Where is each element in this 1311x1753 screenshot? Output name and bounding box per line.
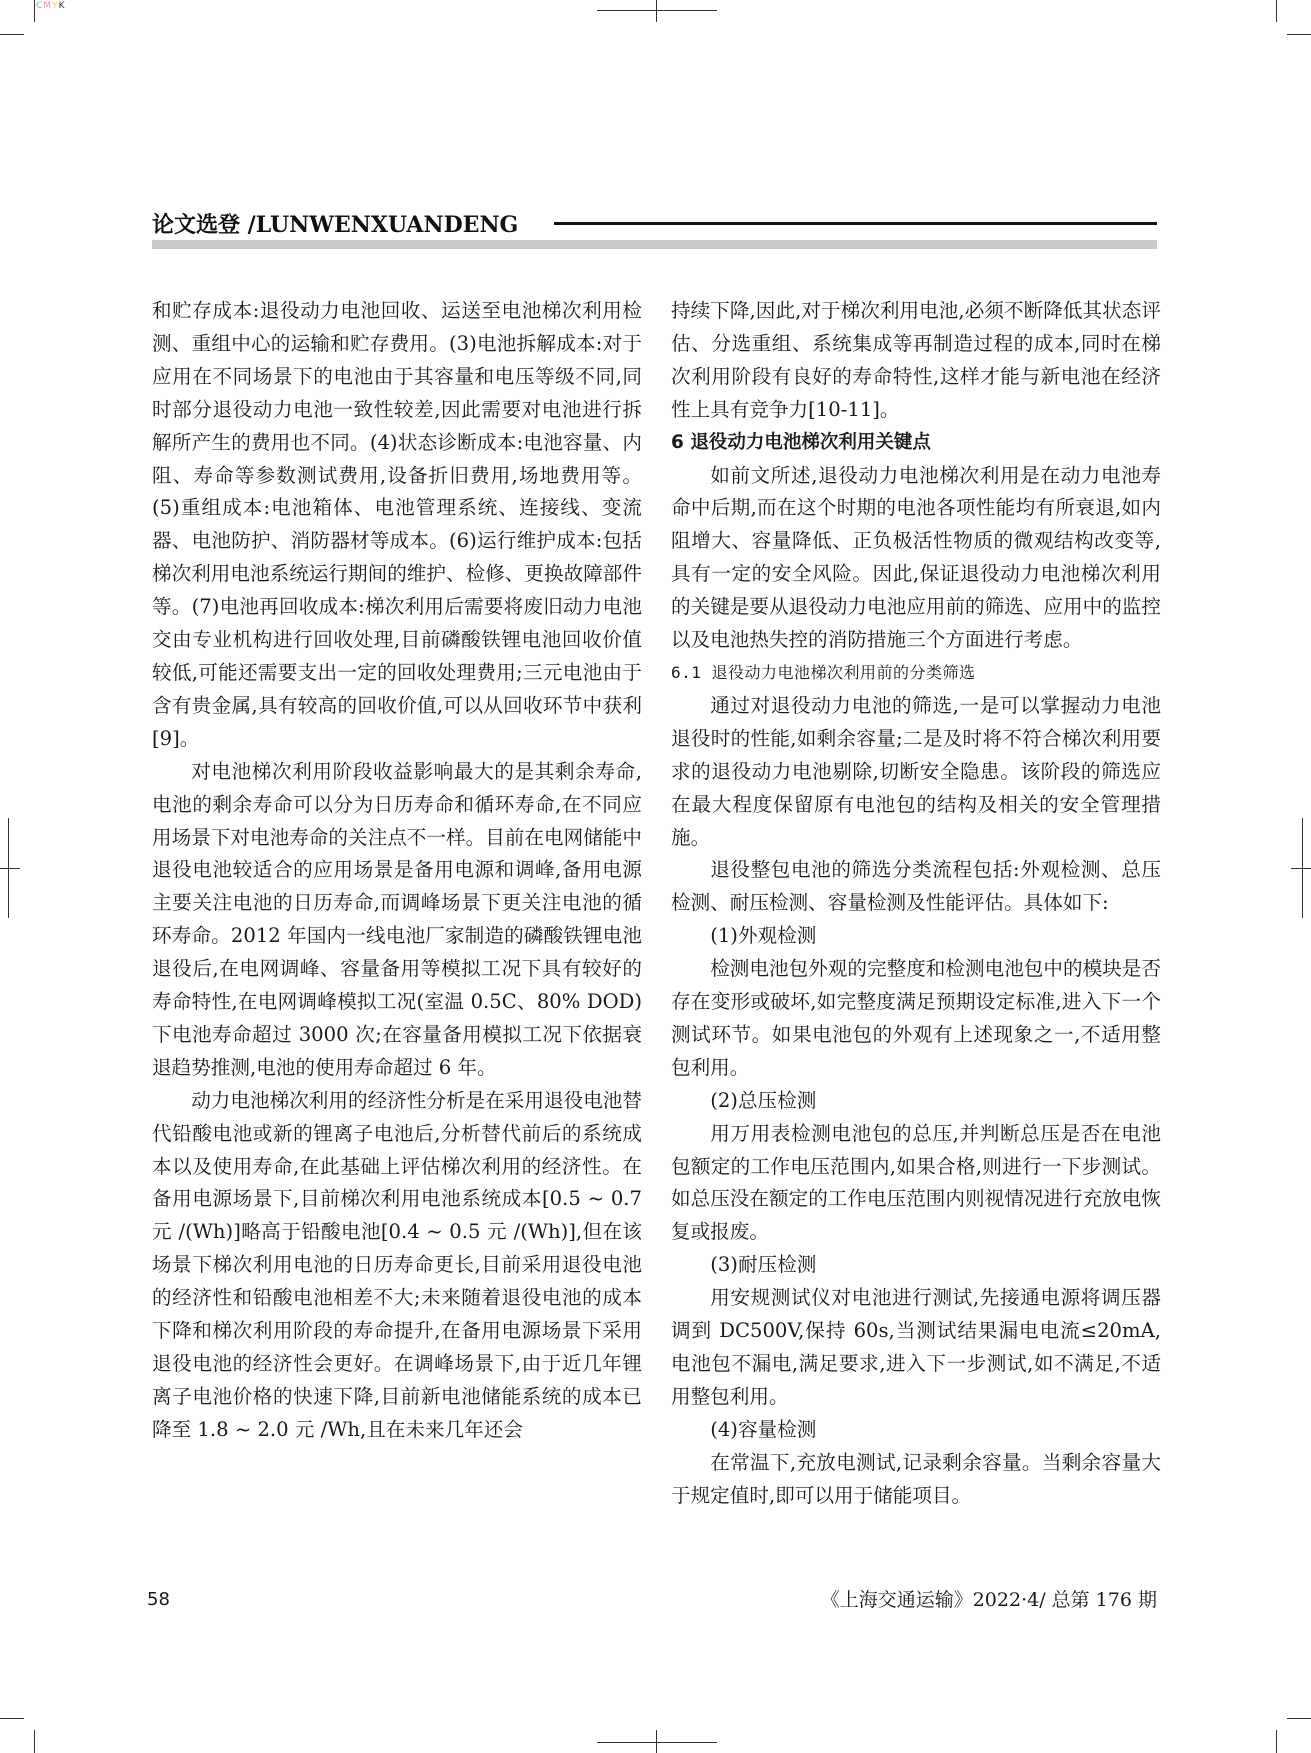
crop-mark xyxy=(34,0,35,22)
yellow-label: Y xyxy=(52,1,59,11)
paragraph: 通过对退役动力电池的筛选,一是可以掌握动力电池退役时的性能,如剩余容量;二是及时将不符合梯次利用要求的退役动力电池剔除,切断安全隐患。该阶段的筛选应在最大程度保留原有电池包的结构及相关的安全管理措施。 xyxy=(671,693,1161,849)
section-title: 论文选登 /LUNWENXUANDENG xyxy=(152,212,519,238)
paragraph: 退役整包电池的筛选分类流程包括:外观检测、总压检测、耐压检测、容量检测及性能评估。具体如下: xyxy=(671,858,1161,915)
crop-mark xyxy=(1287,34,1311,35)
color-registration-strip xyxy=(36,1,65,11)
right-column xyxy=(671,295,1161,1513)
header-rule xyxy=(554,222,1157,225)
registration-mark xyxy=(597,10,717,11)
crop-mark xyxy=(1276,1730,1277,1753)
paragraph: 对电池梯次利用阶段收益影响最大的是其剩余寿命,电池的剩余寿命可以分为日历寿命和循环寿命,在不同应用场景下对电池寿命的关注点不一样。目前在电网储能中退役电池较适合的应用场景是备用电源和调峰,备用电源主要关注电池的日历寿命,而调峰场景下更关注电池的循环寿命。2012 年国内一线电池厂家制造的磷酸铁锂电池退役后,在电网调峰、容量备用等模拟工况下具有较好的寿命特性,在电网调峰模拟工况(室温 0.5C、80% DOD)下电池寿命超过 3000 次;在容量备用模拟工况下依据衰退趋势推测,电池的使用寿命超过 6 年。 xyxy=(152,759,642,1079)
registration-mark xyxy=(597,1742,717,1743)
crop-mark xyxy=(0,1718,24,1719)
step-heading: (2)总压检测 xyxy=(710,1088,817,1112)
journal-citation: 《上海交通运输》2022·4/ 总第 176 期 xyxy=(820,1589,1157,1611)
subsection-heading: 6.1 退役动力电池梯次利用前的分类筛选 xyxy=(671,662,976,682)
crop-mark xyxy=(1276,0,1277,22)
section-heading: 6 退役动力电池梯次利用关键点 xyxy=(671,431,931,453)
crop-mark xyxy=(0,34,24,35)
page-number: 58 xyxy=(147,1589,170,1610)
running-header xyxy=(152,206,1157,246)
paragraph: 检测电池包外观的完整度和检测电池包中的模块是否存在变形或破坏,如完整度满足预期设定标准,进入下一个测试环节。如果电池包的外观有上述现象之一,不适用整包利用。 xyxy=(671,957,1161,1079)
step-heading: (1)外观检测 xyxy=(710,924,817,948)
paragraph: 和贮存成本:退役动力电池回收、运送至电池梯次利用检测、重组中心的运输和贮存费用。(3)电池拆解成本:对于应用在不同场景下的电池由于其容量和电压等级不同,同时部分退役动力电池一致性较差,因此需要对电池进行拆解所产生的费用也不同。(4)状态诊断成本:电池容量、内阻、寿命等参数测试费用,设备折旧费用,场地费用等。(5)重组成本:电池箱体、电池管理系统、连接线、变流器、电池防护、消防器材等成本。(6)运行维护成本:包括梯次利用电池系统运行期间的维护、检修、更换故障部件等。(7)电池再回收成本:梯次利用后需要将废旧动力电池交由专业机构进行回收处理,目前磷酸铁锂电池回收价值较低,可能还需要支出一定的回收处理费用;三元电池由于含有贵金属,具有较高的回收价值,可以从回收环节中获利[9]。 xyxy=(152,299,642,750)
paragraph: 如前文所述,退役动力电池梯次利用是在动力电池寿命中后期,而在这个时期的电池各项性能均有所衰退,如内阻增大、容量降低、正负极活性物质的微观结构改变等,具有一定的安全风险。因此,保证退役动力电池梯次利用的关键是要从退役动力电池应用前的筛选、应用中的监控以及电池热失控的消防措施三个方面进行考虑。 xyxy=(671,463,1161,652)
paragraph: 用万用表检测电池包的总压,并判断总压是否在电池包额定的工作电压范围内,如果合格,则进行一下步测试。如总压没在额定的工作电压范围内则视情况进行充放电恢复或报废。 xyxy=(671,1121,1161,1244)
left-column xyxy=(152,295,642,1447)
crop-mark xyxy=(34,1730,35,1753)
registration-mark xyxy=(656,1730,657,1753)
paragraph: 动力电池梯次利用的经济性分析是在采用退役电池替代铅酸电池或新的锂离子电池后,分析替代前后的系统成本以及使用寿命,在此基础上评估梯次利用的经济性。在备用电源场景下,目前梯次利用电池系统成本[0.5 ~ 0.7 元 /(Wh)]略高于铅酸电池[0.4 ~ 0.5 元 /(Wh)],但在该场景下梯次利用电池的日历寿命更长,目前采用退役电池的经济性和铅酸电池相差不大;未来随着退役电池的成本下降和梯次利用阶段的寿命提升,在备用电源场景下采用退役电池的经济性会更好。在调峰场景下,由于近几年锂离子电池价格的快速下降,目前新电池储能系统的成本已降至 1.8 ~ 2.0 元 /Wh,且在未来几年还会 xyxy=(152,1088,642,1441)
cyan-label: C xyxy=(36,1,44,11)
registration-mark xyxy=(656,0,657,22)
step-heading: (3)耐压检测 xyxy=(710,1253,817,1277)
registration-mark xyxy=(1291,868,1311,869)
paragraph: 用安规测试仪对电池进行测试,先接通电源将调压器调到 DC500V,保持 60s,当测试结果漏电电流≤20mA,电池包不漏电,满足要求,进入下一步测试,如不满足,不适用整包利用。 xyxy=(671,1286,1161,1408)
magenta-label: M xyxy=(43,1,53,11)
paragraph: 持续下降,因此,对于梯次利用电池,必须不断降低其状态评估、分选重组、系统集成等再制造过程的成本,同时在梯次利用阶段有良好的寿命特性,这样才能与新电池在经济性上具有竞争力[10-11]。 xyxy=(671,299,1161,421)
step-heading: (4)容量检测 xyxy=(710,1417,817,1441)
crop-mark xyxy=(1287,1718,1311,1719)
paragraph: 在常温下,充放电测试,记录剩余容量。当剩余容量大于规定值时,即可以用于储能项目。 xyxy=(671,1450,1161,1507)
black-label: K xyxy=(58,1,66,11)
header-shade-bar xyxy=(152,240,1157,249)
registration-mark xyxy=(0,868,20,869)
